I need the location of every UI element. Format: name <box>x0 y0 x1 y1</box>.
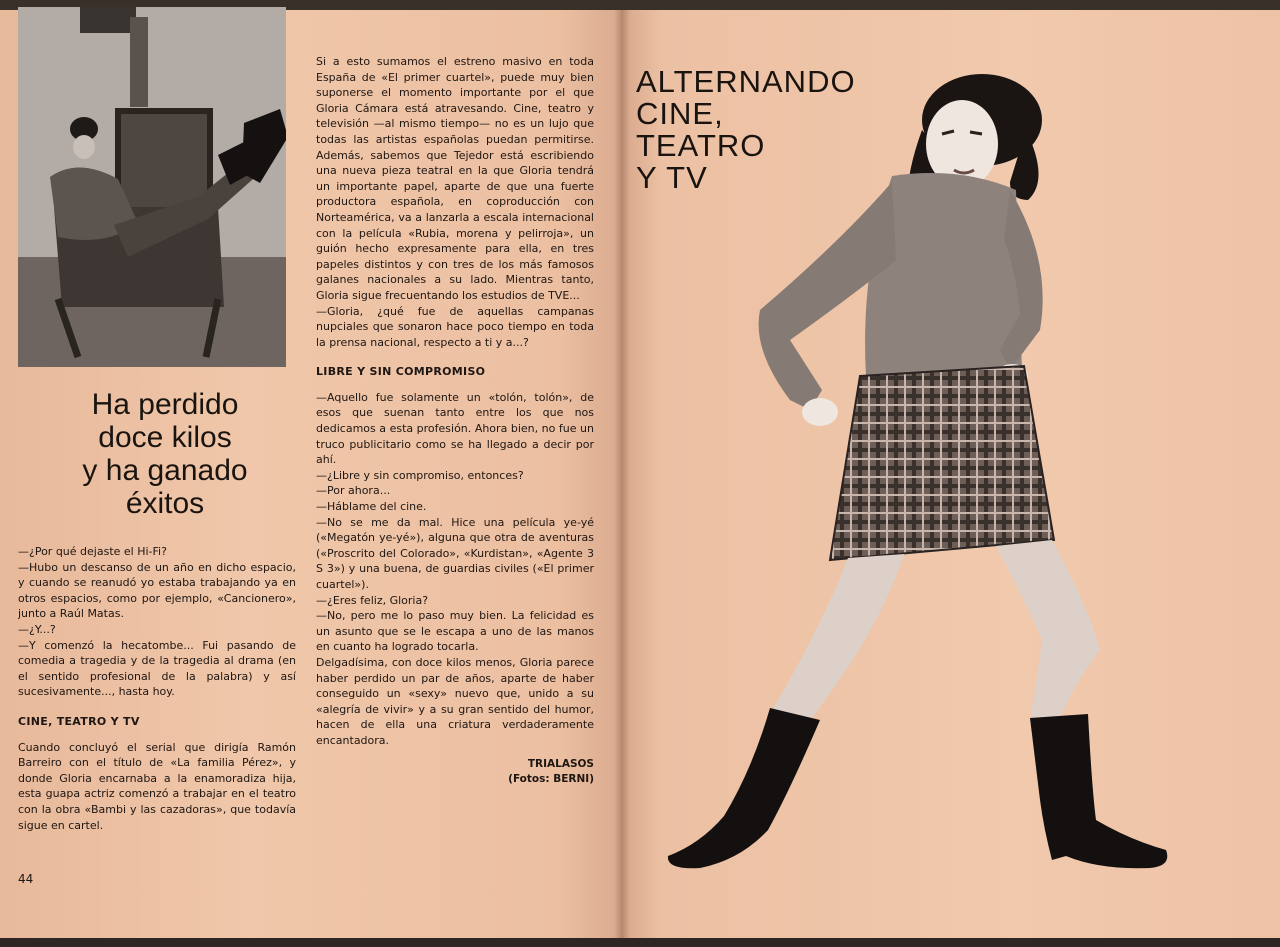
paragraph: —Aquello fue solamente un «tolón, tolón», de esos que suenan tanto entre los que nos dedicamos a esta profesión. Ahora bien, no fue un truco publicitario como se ha llegado a decir por ahí. <box>316 390 594 467</box>
subheading: CINE, TEATRO Y TV <box>18 714 140 728</box>
title-line: TEATRO <box>636 128 766 163</box>
author-signature: TRIALASOS <box>527 757 594 770</box>
paragraph: Si a esto sumamos el estreno masivo en toda España de «El primer cuartel», puede muy bien suponerse el momento importante por el que Gloria Cámara está atravesando. Cine, teatro y televisión —al mismo tiempo— no es un lujo que todas las artistas españolas puedan permitirse. Además, sabemos que Tejedor está escribiendo una nueva pieza teatral en la que Gloria tendrá un importante papel, aparte de que una fuerte productora española, en coproducción con Norteamérica, va a lanzarla a escala internacional con la película «Rubia, morena y pelirroja», un guión hecho expresamente para ella, en tres papeles distintos y con tres de los más famosos galanes nacionales a su lado. Mientras tanto, Gloria sigue frecuentando los estudios de TVE... <box>316 55 594 302</box>
paragraph: —Por ahora... <box>316 484 391 498</box>
paragraph: —Y comenzó la hecatombe... Fui pasando de comedia a tragedia y de la tragedia al drama (en el sentido profesional de la palabra) y así sucesivamente..., hasta hoy. <box>18 638 296 699</box>
paragraph: —No se me da mal. Hice una película ye-yé («Megatón ye-yé»), alguna que otra de aventuras («Proscrito del Colorado», «Kurdistan», «Agente 3 S 3») y una buena, de guardias civiles («El primer cuartel»). <box>316 515 594 591</box>
headline <box>30 388 300 520</box>
article-column-2 <box>316 54 594 788</box>
headline-line: doce kilos <box>98 421 232 454</box>
headline-line: y ha ganado <box>82 454 248 487</box>
subheading: LIBRE Y SIN COMPROMISO <box>316 365 486 379</box>
title-line: ALTERNANDO <box>636 64 856 99</box>
photo-seated-woman <box>18 7 286 367</box>
paragraph: —¿Libre y sin compromiso, entonces? <box>316 468 524 482</box>
paragraph: Delgadísima, con doce kilos menos, Gloria parece haber perdido un par de años, aparte de haber conseguido un «sexy» nuevo que, unido a su «alegría de vivir» y a su gran sentido del humor, hacen de ella una criatura verdaderamente encantadora. <box>316 655 594 747</box>
bottom-edge <box>0 938 1280 947</box>
title-line: Y TV <box>636 160 708 195</box>
paragraph: —Gloria, ¿qué fue de aquellas campanas nupciales que sonaron hace poco tiempo en toda la prensa nacional, respecto a ti y a...? <box>316 304 594 349</box>
paragraph: —¿Por qué dejaste el Hi-Fi? <box>18 545 167 558</box>
photo-standing-woman <box>660 70 1180 880</box>
paragraph: —¿Y...? <box>18 622 56 636</box>
headline-line: éxitos <box>125 487 205 520</box>
page-gutter <box>614 0 630 947</box>
article-column-1 <box>18 544 296 833</box>
page-number: 44 <box>18 872 34 886</box>
photo-credit: (Fotos: BERNI) <box>508 773 594 786</box>
paragraph: —Hubo un descanso de un año en dicho espacio, y cuando se reanudó yo estaba trabajando ya en otros espacios, como por ejemplo, «Cancionero», junto a Raúl Matas. <box>18 560 296 621</box>
paragraph: —Háblame del cine. <box>316 500 427 514</box>
paragraph: —¿Eres feliz, Gloria? <box>316 593 429 607</box>
title-line: CINE, <box>636 96 724 131</box>
paragraph: Cuando concluyó el serial que dirigía Ramón Barreiro con el título de «La familia Pérez», y donde Gloria encarnaba a la enamoradiza hija, esta guapa actriz comenzó a trabajar en el teatro con la obra «Bambi y las cazadoras», que todavía sigue en cartel. <box>18 740 296 832</box>
paragraph: —No, pero me lo paso muy bien. La felicidad es un asunto que se le escapa a uno de las manos en cuanto ha logrado tocarla. <box>316 609 594 654</box>
headline-line: Ha perdido <box>91 388 239 421</box>
